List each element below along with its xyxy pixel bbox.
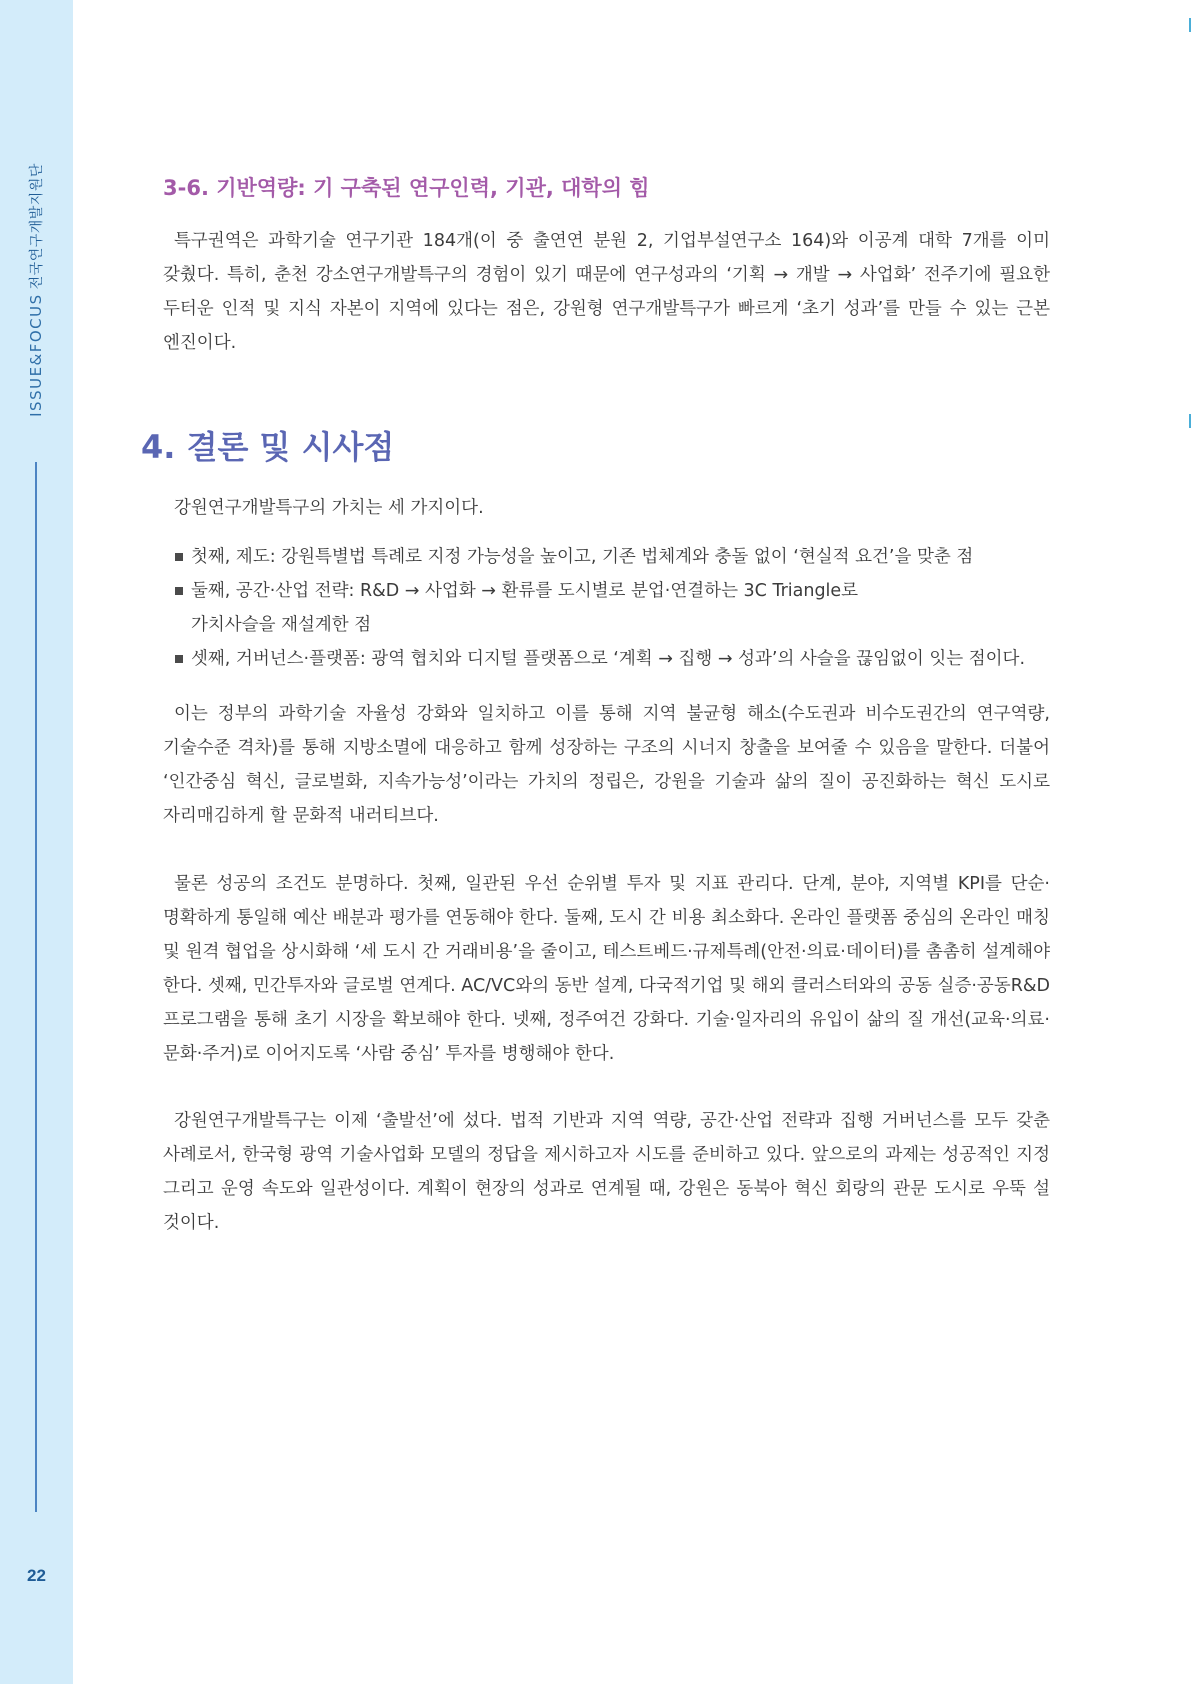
list-item (175, 642, 1055, 676)
list-item (175, 540, 1055, 574)
body-paragraph: 물론 성공의 조건도 분명하다. 첫째, 일관된 우선 순위별 투자 및 지표 관리다. 단계, 분야, 지역별 KPI를 단순·명확하게 통일해 예산 배분과 평가를 연동해야 한다. 둘째, 도시 간 비용 최소화다. 온라인 플랫폼 중심의 온라인 매칭 및 원격 협업을 상시화해 ‘세 도시 간 거래비용’을 줄이고, 테스트베드·규제특례(안전·의료·데이터)를 촘촘히 설계해야 한다. 셋째, 민간투자와 글로벌 연계다. AC/VC와의 동반 설계, 다국적기업 및 해외 클러스터와의 공동 실증·공동R&D 프로그램을 통해 초기 시장을 확보해야 한다. 넷째, 정주여건 강화다. 기술·일자리의 유입이 삶의 질 개선(교육·의료·문화·주거)로 이어지도록 ‘사람 중심’ 투자를 병행해야 한다. (163, 874, 1050, 1064)
page-number: 22 (27, 1566, 46, 1585)
running-header (26, 163, 46, 417)
bullet-square-icon (175, 553, 183, 561)
body-paragraph: 강원연구개발특구는 이제 ‘출발선’에 섰다. 법적 기반과 지역 역량, 공간·산업 전략과 집행 거버넌스를 모두 갖춘 사례로서, 한국형 광역 기술사업화 모델의 정답을 제시하고자 시도를 준비하고 있다. 앞으로의 과제는 성공적인 지정 그리고 운영 속도와 일관성이다. 계획이 현장의 성과로 연계될 때, 강원은 동북아 혁신 회랑의 관문 도시로 우뚝 설 것이다. (163, 1111, 1050, 1233)
intro-text: 강원연구개발특구의 가치는 세 가지이다. (174, 498, 484, 518)
body-paragraph: 이는 정부의 과학기술 자율성 강화와 일치하고 이를 통해 지역 불균형 해소(수도권과 비수도권간의 연구역량, 기술수준 격차)를 통해 지방소멸에 대응하고 함께 성장하는 구조의 시너지 창출을 보여줄 수 있음을 말한다. 더불어 ‘인간중심 혁신, 글로벌화, 지속가능성’이라는 가치의 정립은, 강원을 기술과 삶의 질이 공진화하는 혁신 도시로 자리매김하게 할 문화적 내러티브다. (163, 704, 1050, 826)
section-title: 4. 결론 및 시사점 (141, 428, 395, 466)
list-item-text: 둘째, 공간·산업 전략: R&D → 사업화 → 환류를 도시별로 분업·연결하는 3C Triangle로 (191, 581, 859, 601)
sidebar-divider (35, 462, 37, 1512)
sidebar-strip (0, 0, 73, 1684)
publication-brand: ISSUE&FOCUS (27, 293, 45, 417)
list-item-text-continued: 가치사슬을 재설계한 점 (191, 615, 372, 635)
subsection-heading: 3-6. 기반역량: 기 구축된 연구인력, 기관, 대학의 힘 (163, 176, 650, 200)
bullet-square-icon (175, 587, 183, 595)
list-item-text: 셋째, 거버넌스·플랫폼: 광역 협치와 디지털 플랫폼으로 ‘계획 → 집행 → 성과’의 사슬을 끊임없이 잇는 점이다. (191, 649, 1026, 669)
list-item (175, 574, 1055, 642)
publisher-name: 전국연구개발지원단 (29, 163, 45, 290)
body-paragraph: 특구권역은 과학기술 연구기관 184개(이 중 출연연 분원 2, 기업부설연구소 164)와 이공계 대학 7개를 이미 갖췄다. 특히, 춘천 강소연구개발특구의 경험이 있기 때문에 연구성과의 ‘기획 → 개발 → 사업화’ 전주기에 필요한 두터운 인적 및 지식 자본이 지역에 있다는 점은, 강원형 연구개발특구가 빠르게 ‘초기 성과’를 만들 수 있는 근본 엔진이다. (163, 231, 1050, 353)
bullet-square-icon (175, 655, 183, 663)
list-item-text: 첫째, 제도: 강원특별법 특례로 지정 가능성을 높이고, 기존 법체계와 충돌 없이 ‘현실적 요건’을 맞춘 점 (191, 547, 974, 567)
bullet-list (175, 540, 1055, 676)
